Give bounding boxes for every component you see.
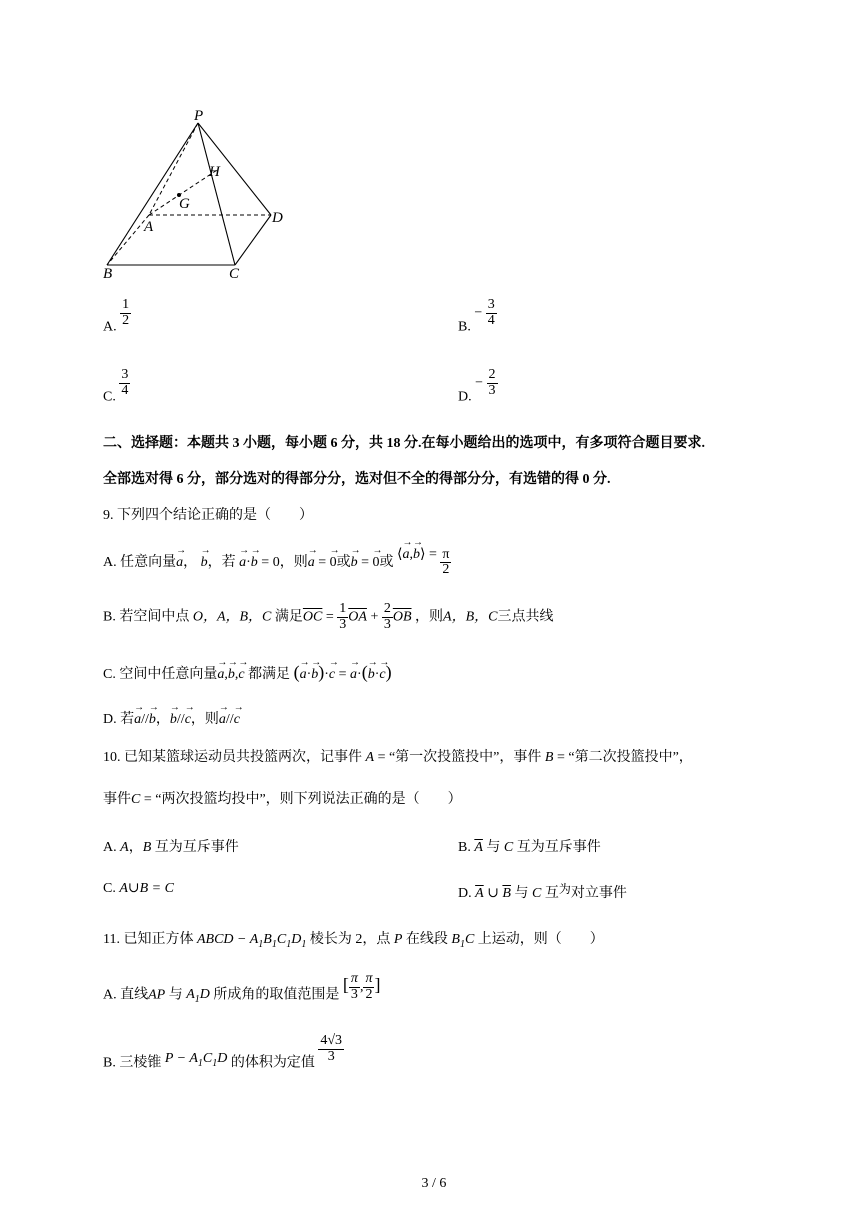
fraction: $\frac{2}{3}$: [488, 367, 496, 398]
q9-option-a: A. 任意向量→ a， → b，若 → a·→ b = 0，则→ a = → 0或→ b = → 0或 ⟨→ a,→ b⟩ = $\frac{\pi}{2}$: [103, 546, 451, 578]
q8-option-c: C. $\frac{3}{4}$: [103, 367, 129, 405]
q8-option-b: B. − $\frac{3}{4}$: [458, 297, 495, 335]
q8-option-a: A. $\frac{1}{2}$: [103, 297, 130, 335]
q10-stem-line1: 10. 已知某篮球运动员共投篮两次，记事件 A = “第一次投篮投中”，事件 B = “第二次投篮投中”，: [103, 750, 693, 765]
label-d: D: [272, 210, 283, 226]
q10-option-d: D. $\overline{A}$ ∪ $\overline{B}$ 与 C 互为对立事件: [458, 882, 627, 901]
q11-option-b: B. 三棱锥 $P - A_1C_1D$ 的体积为定值 $\frac{4√3}{3}$: [103, 1033, 343, 1071]
q10-option-a: A. A，B 互为互斥事件: [103, 840, 239, 855]
label-h: H: [209, 164, 220, 180]
q9-option-b: B. 若空间中点 O，A，B，C 满足$\overline{OC}$ = $\frac{1}{3}$ $\overline{OA}$ + $\frac{2}{3}$ $\overline{OB}$ ，则A，B，C三点共线: [103, 601, 554, 632]
q10-option-c: C. A∪B = C: [103, 881, 174, 896]
edge-pc: [198, 123, 235, 265]
q9-option-d: D. 若→ a//→ b，→ b//→ c，则→ a//→ c: [103, 708, 240, 728]
q9-option-c: C. 空间中任意向量→ a,→ b,→ c 都满足 (→ a·→ b)·→ c = → a·(→ b·→ c): [103, 662, 392, 683]
pyramid-figure: [95, 100, 305, 285]
fraction: $\frac{1}{2}$: [122, 297, 130, 328]
q10-option-b: B. $\overline{A}$ 与 C 互为互斥事件: [458, 840, 601, 855]
q8-option-d: D. − $\frac{2}{3}$: [458, 367, 496, 405]
section2-line2: 全部选对得 6 分，部分选对的得部分分，选对但不全的得部分分，有选错的得 0 分.: [103, 472, 611, 487]
edge-ab: [107, 215, 149, 265]
edge-pb: [107, 123, 198, 265]
label-b: B: [103, 266, 113, 282]
fraction: $\frac{3}{4}$: [121, 367, 129, 398]
q9-stem: 9. 下列四个结论正确的是（ ）: [103, 508, 313, 523]
label-g: G: [179, 196, 190, 212]
label-p: P: [194, 108, 204, 124]
page-number: 3 / 6: [421, 1176, 447, 1191]
zero-vector: → 0: [330, 555, 337, 571]
section2-line1: 二、选择题：本题共 3 小题，每小题 6 分，共 18 分.在每小题给出的选项中，有多项符合题目要求.: [103, 436, 705, 451]
fraction: $\frac{3}{4}$: [487, 297, 495, 328]
label-a: A: [144, 219, 154, 235]
edge-cd: [235, 215, 271, 265]
label-c: C: [229, 266, 240, 282]
q11-stem: 11. 已知正方体 ABCD − $A_1B_1C_1D_1$ 棱长为 2，点 P 在线段 $B_1C$ 上运动，则（ ）: [103, 932, 604, 950]
edge-pa: [149, 123, 198, 215]
fraction-pi-2: $\frac{\pi}{2}$: [442, 546, 450, 578]
q11-option-a: A. 直线AP 与 $A_1D$ 所成角的取值范围是 [ $\frac{\pi}{3}$ , $\frac{\pi}{2}$ ]: [103, 971, 381, 1006]
q10-stem-line2: 事件C = “两次投篮均投中”，则下列说法正确的是（ ）: [103, 792, 462, 807]
